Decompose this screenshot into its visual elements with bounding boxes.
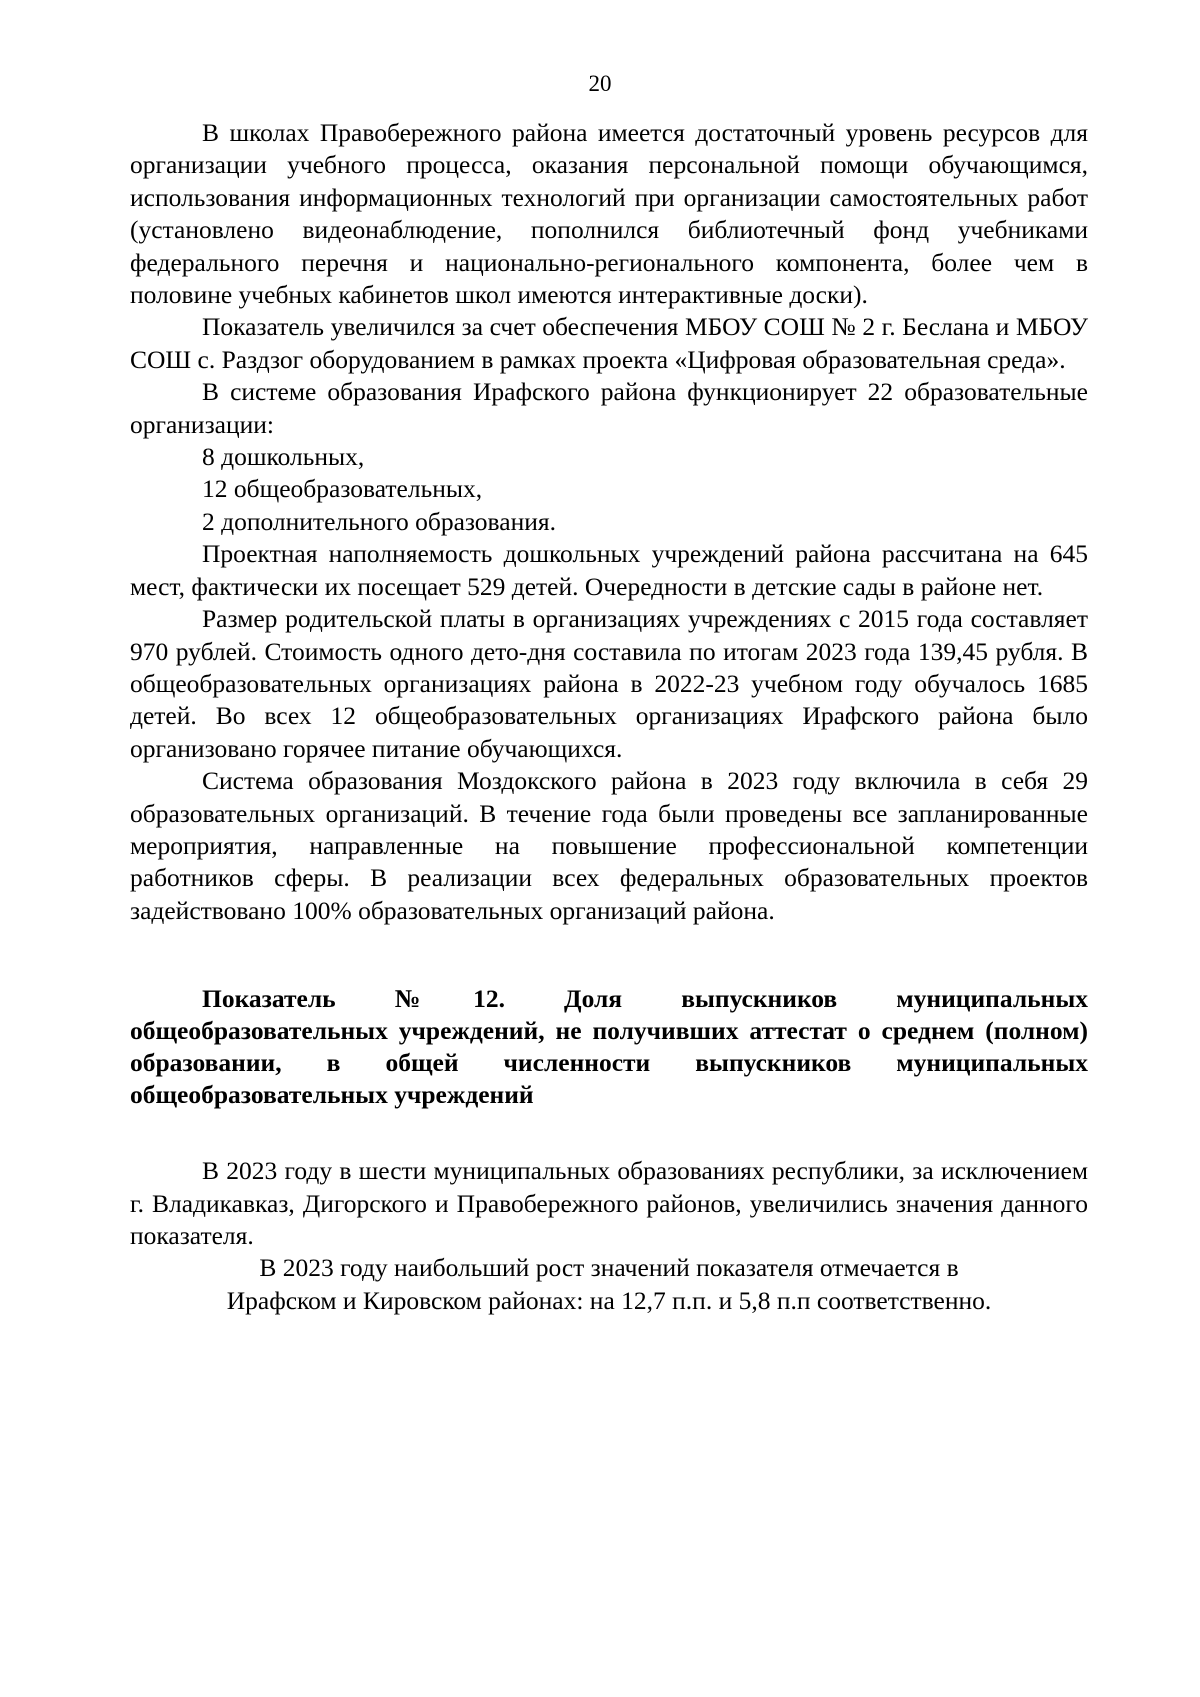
section-heading-indicator-12: Показатель №12. Доля выпускников муниципальных общеобразовательных учреждений, не получивших аттестат о среднем (полном) образовании, в общей численности выпускников муниципальных общеобразовательных учреждений (130, 984, 1088, 1110)
paragraph-six-municipalities: В 2023 году в шести муниципальных образованиях республики, за исключением г. Владикавказ, Дигорского и Правобережного районов, увеличились значения данного показателя. (130, 1156, 1088, 1250)
paragraph-pravoberezhny-resources: В школах Правобережного района имеется достаточный уровень ресурсов для организации учебного процесса, оказания персональной помощи обучающимся, использования информационных технологий при организации самостоятельных работ (установлено видеонаблюдение, пополнился библиотечный фонд учебниками федерального перечня и национально-регионального компонента, более чем в половине учебных кабинетов школ имеются интерактивные доски). (130, 118, 1088, 310)
page-number: 20 (588, 71, 612, 96)
paragraph-parental-fee: Размер родительской платы в организациях учреждениях с 2015 года составляет 970 рублей. Стоимость одного дето-дня составила по итогам 2023 года 139,45 рубля. В общеобразовательных организациях района в 2022-23 учебном году обучалось 1685 детей. Во всех 12 общеобразовательных организациях Ирафского района было организовано горячее питание обучающихся. (130, 604, 1088, 763)
document-body (130, 117, 1088, 1317)
list-item-general-education: 12 общеобразовательных, (202, 474, 483, 504)
list-item-additional-education: 2 дополнительного образования. (202, 506, 556, 536)
centered-line-2: Ирафском и Кировском районах: на 12,7 п.п. и 5,8 п.п соответственно. (226, 1285, 992, 1315)
centered-line-1: В 2023 году наибольший рост значений показателя отмечается в (259, 1253, 959, 1283)
paragraph-irafsky-organizations: В системе образования Ирафского района функционирует 22 образовательные организации: (130, 377, 1088, 439)
paragraph-mozdoksky-system: Система образования Моздокского района в 2023 году включила в себя 29 образовательных организаций. В течение года были проведены все запланированные мероприятия, направленные на повышение профессиональной компетенции работников сферы. В реализации всех федеральных образовательных проектов задействовано 100% образовательных организаций района. (130, 766, 1088, 925)
paragraph-preschool-capacity: Проектная наполняемость дошкольных учреждений района рассчитана на 645 мест, фактически их посещает 529 детей. Очередности в детские сады в районе нет. (130, 539, 1088, 601)
list-item-preschool: 8 дошкольных, (202, 442, 365, 472)
paragraph-indicator-increase: Показатель увеличился за счет обеспечения МБОУ СОШ № 2 г. Беслана и МБОУ СОШ с. Раздзог оборудованием в рамках проекта «Цифровая образовательная среда». (130, 312, 1088, 374)
